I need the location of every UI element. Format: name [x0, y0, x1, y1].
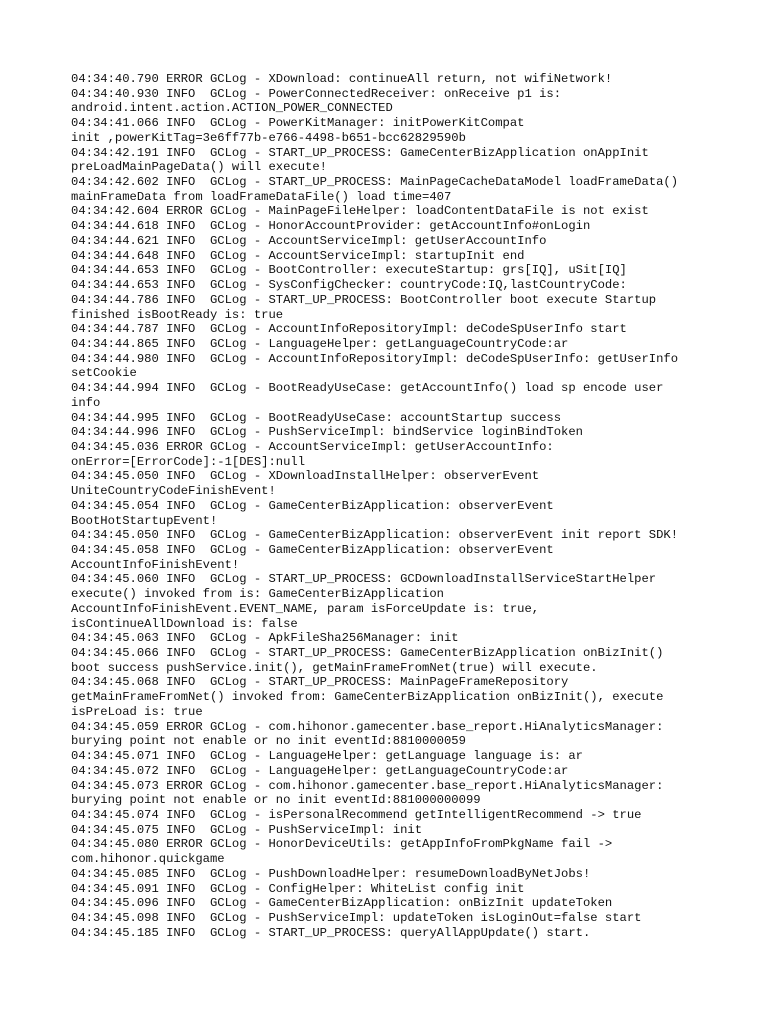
log-line: 04:34:40.930 INFO GCLog - PowerConnectedReceiver: onReceive p1 is:	[71, 86, 562, 101]
log-line: 04:34:42.602 INFO GCLog - START_UP_PROCESS: MainPageCacheDataModel loadFrameData()	[71, 175, 679, 190]
log-line: UniteCountryCodeFinishEvent!	[71, 484, 276, 499]
log-line: 04:34:45.073 ERROR GCLog - com.hihonor.gamecenter.base_report.HiAnalyticsManager:	[71, 778, 664, 793]
log-line: 04:34:44.648 INFO GCLog - AccountServiceImpl: startupInit end	[71, 248, 525, 263]
log-line: 04:34:45.080 ERROR GCLog - HonorDeviceUtils: getAppInfoFromPkgName fail ->	[71, 837, 613, 852]
log-line: 04:34:45.066 INFO GCLog - START_UP_PROCESS: GameCenterBizApplication onBizInit()	[71, 646, 664, 661]
log-line: 04:34:45.050 INFO GCLog - GameCenterBizApplication: observerEvent init report SDK!	[71, 528, 679, 543]
log-line: init ,powerKitTag=3e6ff77b-e766-4498-b651-bcc62829590b	[71, 130, 466, 145]
log-line: 04:34:45.060 INFO GCLog - START_UP_PROCESS: GCDownloadInstallServiceStartHelper	[71, 572, 657, 587]
log-line: isPreLoad is: true	[71, 704, 203, 719]
log-line: 04:34:45.072 INFO GCLog - LanguageHelper: getLanguageCountryCode:ar	[71, 763, 569, 778]
log-line: boot success pushService.init(), getMainFrameFromNet(true) will execute.	[71, 660, 598, 675]
log-line: 04:34:45.063 INFO GCLog - ApkFileSha256Manager: init	[71, 631, 459, 646]
log-line: 04:34:45.185 INFO GCLog - START_UP_PROCESS: queryAllAppUpdate() start.	[71, 925, 591, 940]
log-line: 04:34:45.075 INFO GCLog - PushServiceImpl: init	[71, 822, 423, 837]
log-line: 04:34:45.085 INFO GCLog - PushDownloadHelper: resumeDownloadByNetJobs!	[71, 866, 591, 881]
log-line: 04:34:45.054 INFO GCLog - GameCenterBizApplication: observerEvent	[71, 498, 554, 513]
log-line: 04:34:41.066 INFO GCLog - PowerKitManager: initPowerKitCompat	[71, 116, 525, 131]
log-line: 04:34:45.050 INFO GCLog - XDownloadInstallHelper: observerEvent	[71, 469, 540, 484]
log-line: 04:34:45.071 INFO GCLog - LanguageHelper: getLanguage language is: ar	[71, 749, 583, 764]
log-line: 04:34:44.994 INFO GCLog - BootReadyUseCase: getAccountInfo() load sp encode user	[71, 381, 664, 396]
log-line: 04:34:44.787 INFO GCLog - AccountInfoRepositoryImpl: deCodeSpUserInfo start	[71, 322, 627, 337]
log-line: 04:34:44.865 INFO GCLog - LanguageHelper: getLanguageCountryCode:ar	[71, 336, 569, 351]
log-line: execute() invoked from is: GameCenterBizApplication	[71, 587, 444, 602]
log-line: mainFrameData from loadFrameDataFile() load time=407	[71, 189, 452, 204]
log-line: 04:34:45.098 INFO GCLog - PushServiceImpl: updateToken isLoginOut=false start	[71, 910, 642, 925]
log-line: onError=[ErrorCode]:-1[DES]:null	[71, 454, 306, 469]
log-line: 04:34:44.996 INFO GCLog - PushServiceImpl: bindService loginBindToken	[71, 425, 583, 440]
log-line: AccountInfoFinishEvent!	[71, 557, 240, 572]
log-line: 04:34:45.091 INFO GCLog - ConfigHelper: WhiteList config init	[71, 881, 525, 896]
log-line: com.hihonor.quickgame	[71, 852, 225, 867]
log-line: android.intent.action.ACTION_POWER_CONNECTED	[71, 101, 393, 116]
log-line: 04:34:44.618 INFO GCLog - HonorAccountProvider: getAccountInfo#onLogin	[71, 219, 591, 234]
log-line: 04:34:44.786 INFO GCLog - START_UP_PROCESS: BootController boot execute Startup	[71, 292, 657, 307]
log-line: finished isBootReady is: true	[71, 307, 284, 322]
log-line: 04:34:44.980 INFO GCLog - AccountInfoRepositoryImpl: deCodeSpUserInfo: getUserInfo	[71, 351, 679, 366]
log-line: BootHotStartupEvent!	[71, 513, 218, 528]
log-line: setCookie	[71, 366, 137, 381]
log-line: 04:34:45.096 INFO GCLog - GameCenterBizApplication: onBizInit updateToken	[71, 896, 613, 911]
log-line: 04:34:44.621 INFO GCLog - AccountServiceImpl: getUserAccountInfo	[71, 233, 547, 248]
log-line: 04:34:44.995 INFO GCLog - BootReadyUseCase: accountStartup success	[71, 410, 562, 425]
log-line: 04:34:42.604 ERROR GCLog - MainPageFileHelper: loadContentDataFile is not exist	[71, 204, 649, 219]
log-line: 04:34:45.074 INFO GCLog - isPersonalRecommend getIntelligentRecommend -> true	[71, 807, 642, 822]
log-line: 04:34:44.653 INFO GCLog - SysConfigChecker: countryCode:IQ,lastCountryCode:	[71, 278, 627, 293]
log-line: preLoadMainPageData() will execute!	[71, 160, 327, 175]
log-line: getMainFrameFromNet() invoked from: GameCenterBizApplication onBizInit(), execute	[71, 690, 664, 705]
log-line: 04:34:44.653 INFO GCLog - BootController: executeStartup: grs[IQ], uSit[IQ]	[71, 263, 627, 278]
log-line: isContinueAllDownload is: false	[71, 616, 298, 631]
log-line: 04:34:40.790 ERROR GCLog - XDownload: continueAll return, not wifiNetwork!	[71, 72, 613, 86]
log-line: info	[71, 395, 101, 410]
log-line: 04:34:45.059 ERROR GCLog - com.hihonor.gamecenter.base_report.HiAnalyticsManager:	[71, 719, 664, 734]
log-line: 04:34:45.036 ERROR GCLog - AccountServiceImpl: getUserAccountInfo:	[71, 439, 554, 454]
log-line: burying point not enable or no init eventId:8810000059	[71, 734, 466, 749]
log-line: AccountInfoFinishEvent.EVENT_NAME, param isForceUpdate is: true,	[71, 601, 540, 616]
log-line: 04:34:45.058 INFO GCLog - GameCenterBizApplication: observerEvent	[71, 543, 554, 557]
log-text-block	[71, 72, 711, 940]
log-line: 04:34:42.191 INFO GCLog - START_UP_PROCESS: GameCenterBizApplication onAppInit	[71, 145, 649, 160]
log-line: burying point not enable or no init eventId:881000000099	[71, 793, 481, 808]
log-line: 04:34:45.068 INFO GCLog - START_UP_PROCESS: MainPageFrameRepository	[71, 675, 569, 690]
